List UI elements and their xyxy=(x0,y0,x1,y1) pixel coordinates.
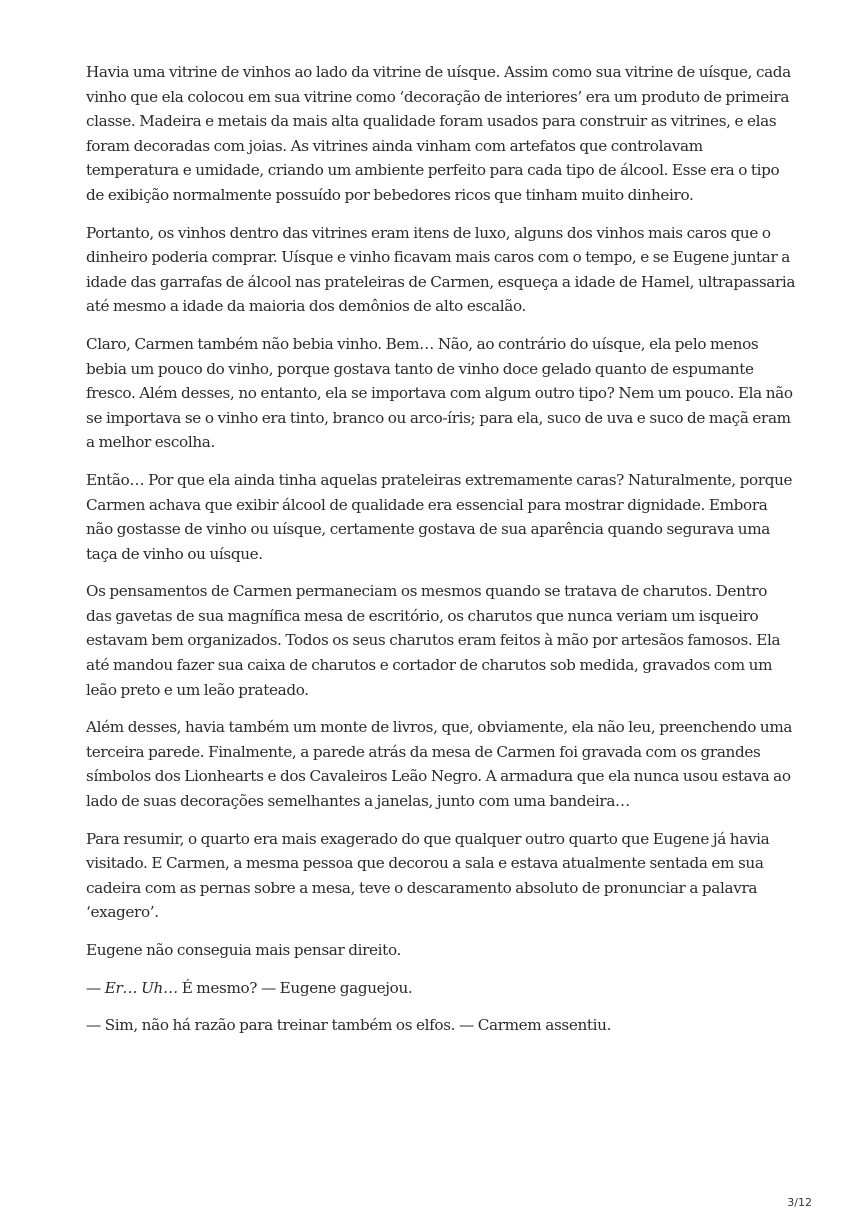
page-number: 3/12 xyxy=(787,1196,812,1209)
dialogue-line xyxy=(86,976,796,1001)
paragraph: Portanto, os vinhos dentro das vitrines eram itens de luxo, alguns dos vinhos mais caros que o dinheiro poderia comprar. Uísque e vinho ficavam mais caros com o tempo, e se Eugene juntar a idade das garrafas de álcool nas prateleiras de Carmen, esqueça a idade de Hamel, ultrapassaria até mesmo a idade da maioria dos demônios de alto escalão. xyxy=(86,223,796,316)
dialogue-dash: — xyxy=(86,978,105,997)
dialogue-line: — Sim, não há razão para treinar também os elfos. — Carmem assentiu. xyxy=(86,1016,612,1035)
paragraph: Os pensamentos de Carmen permaneciam os mesmos quando se tratava de charutos. Dentro das gavetas de sua magnífica mesa de escritório, os charutos que nunca veriam um isqueiro estavam bem organizados. Todos os seus charutos eram feitos à mão por artesãos famosos. Ela até mandou fazer sua caixa de charutos e cortador de charutos sob medida, gravados com um leão preto e um leão prateado. xyxy=(86,582,781,699)
paragraph: Além desses, havia também um monte de livros, que, obviamente, ela não leu, preenchendo uma terceira parede. Finalmente, a parede atrás da mesa de Carmen foi gravada com os grandes símbolos dos Lionhearts e dos Cavaleiros Leão Negro. A armadura que ela nunca usou estava ao lado de suas decorações semelhantes a janelas, junto com uma bandeira… xyxy=(86,718,793,811)
paragraph: Para resumir, o quarto era mais exagerado do que qualquer outro quarto que Eugene já havia visitado. E Carmen, a mesma pessoa que decorou a sala e estava atualmente sentada em sua cadeira com as pernas sobre a mesa, teve o descaramento absoluto de pronunciar a palavra ‘exagero’. xyxy=(86,829,770,922)
paragraph: Eugene não conseguia mais pensar direito. xyxy=(86,941,401,959)
dialogue-italic: Er… Uh… xyxy=(104,978,178,997)
paragraph: Claro, Carmen também não bebia vinho. Bem… Não, ao contrário do uísque, ela pelo menos bebia um pouco do vinho, porque gostava tanto de vinho doce gelado quanto de espumante fresco. Além desses, no entanto, ela se importava com algum outro tipo? Nem um pouco. Ela não se importava se o vinho era tinto, branco ou arco-íris; para ela, suco de uva e suco de maçã eram a melhor escolha. xyxy=(86,334,793,452)
paragraph: Então… Por que ela ainda tinha aquelas prateleiras extremamente caras? Naturalmente, porque Carmen achava que exibir álcool de qualidade era essencial para mostrar dignidade. Embora não gostasse de vinho ou uísque, certamente gostava de sua aparência quando segurava uma taça de vinho ou uísque. xyxy=(86,470,793,563)
paragraph: Havia uma vitrine de vinhos ao lado da vitrine de uísque. Assim como sua vitrine de uísque, cada vinho que ela colocou em sua vitrine como ‘decoração de interiores’ era um produto de primeira classe. Madeira e metais da mais alta qualidade foram usados para construir as vitrines, e elas foram decoradas com joias. As vitrines ainda vinham com artefatos que controlavam temperatura e umidade, criando um ambiente perfeito para cada tipo de álcool. Esse era o tipo de exibição normalmente possuído por bebedores ricos que tinham muito dinheiro. xyxy=(86,63,791,204)
dialogue-rest: É mesmo? — Eugene gaguejou. xyxy=(177,978,413,997)
document-body xyxy=(86,60,796,1051)
